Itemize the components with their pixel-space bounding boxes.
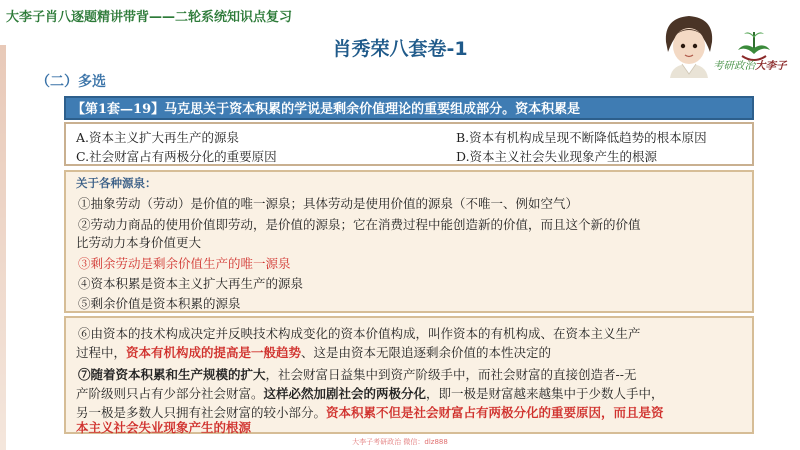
brand-logo-text [713, 58, 799, 73]
sources-note-heading: 关于各种源泉： [76, 176, 157, 190]
avatar-illustration [658, 12, 720, 78]
option-c[interactable]: C.社会财富占有两极分化的重要原因 [76, 149, 277, 164]
explanation-line-5-highlight: 资本积累不但是社会财富占有两极分化的重要原因，而且是资 [326, 405, 664, 420]
left-decoration [0, 45, 6, 450]
page-title: 肖秀荣八套卷-1 [332, 38, 468, 60]
sources-note-box [64, 170, 754, 313]
explanation-line-2-pre: 过程中， [76, 345, 127, 360]
explanation-line-3 [78, 365, 636, 383]
note-line-2: ②劳动力商品的使用价值即劳动，是价值的源泉；它在消费过程中能创造新的价值，而且这个新的价值 [78, 217, 641, 232]
explanation-line-5-pre: 另一极是多数人只拥有社会财富的较小部分。 [76, 405, 327, 420]
note-line-3: ③剩余劳动是剩余价值生产的唯一源泉 [78, 256, 291, 271]
note-line-4: ④资本积累是资本主义扩大再生产的源泉 [78, 276, 304, 291]
course-title: 大李子肖八逐题精讲带背——二轮系统知识点复习 [6, 10, 293, 25]
explanation-line-4-pre: 产阶级则只占有少部分社会财富。 [76, 386, 264, 401]
note-line-2-cont: 比劳动力本身价值更大 [76, 235, 202, 250]
explanation-line-4 [76, 384, 664, 402]
explanation-line-2-post: 、这是由资本无限追逐剩余价值的本性决定的 [301, 345, 552, 360]
explanation-line-6: 本主义社会失业现象产生的根源 [76, 420, 252, 435]
note-line-5: ⑤剩余价值是资本积累的源泉 [78, 296, 241, 311]
explanation-line-3-post: ，社会财富日益集中到资产阶级手中，而社会财富的直接创造者--无 [265, 367, 637, 382]
options-box [64, 122, 754, 166]
explanation-line-1: ⑥由资本的技术构成决定并反映技术构成变化的资本价值构成，叫作资本的有机构成、在资本主义生产 [78, 326, 641, 341]
logo-text-strong: 大李子 [755, 60, 787, 72]
question-stem: 【第1套—19】马克思关于资本积累的学说是剩余价值理论的重要组成部分。资本积累是 [64, 96, 754, 120]
option-b[interactable]: B.资本有机构成呈现不断降低趋势的根本原因 [456, 130, 707, 145]
watermark: 大李子考研政治 微信：dlz888 [352, 438, 448, 446]
explanation-line-4-bold: 这样必然加剧社会的两极分化 [263, 386, 427, 401]
explanation-box [64, 316, 754, 434]
section-label: （二）多选 [36, 74, 106, 90]
explanation-line-4-post: ，即一极是财富越来越集中于少数人手中， [426, 386, 664, 401]
option-d[interactable]: D.资本主义社会失业现象产生的根源 [456, 149, 658, 164]
explanation-line-2 [76, 343, 551, 361]
option-a[interactable]: A.资本主义扩大再生产的源泉 [76, 130, 240, 145]
explanation-line-3-bold: ⑦随着资本积累和生产规模的扩大 [78, 367, 266, 382]
note-line-1: ①抽象劳动（劳动）是价值的唯一源泉；具体劳动是使用价值的源泉（不唯一、例如空气） [78, 196, 579, 211]
explanation-line-2-highlight: 资本有机构成的提高是一般趋势 [126, 345, 302, 360]
logo-text-pre: 考研政治 [713, 60, 755, 72]
